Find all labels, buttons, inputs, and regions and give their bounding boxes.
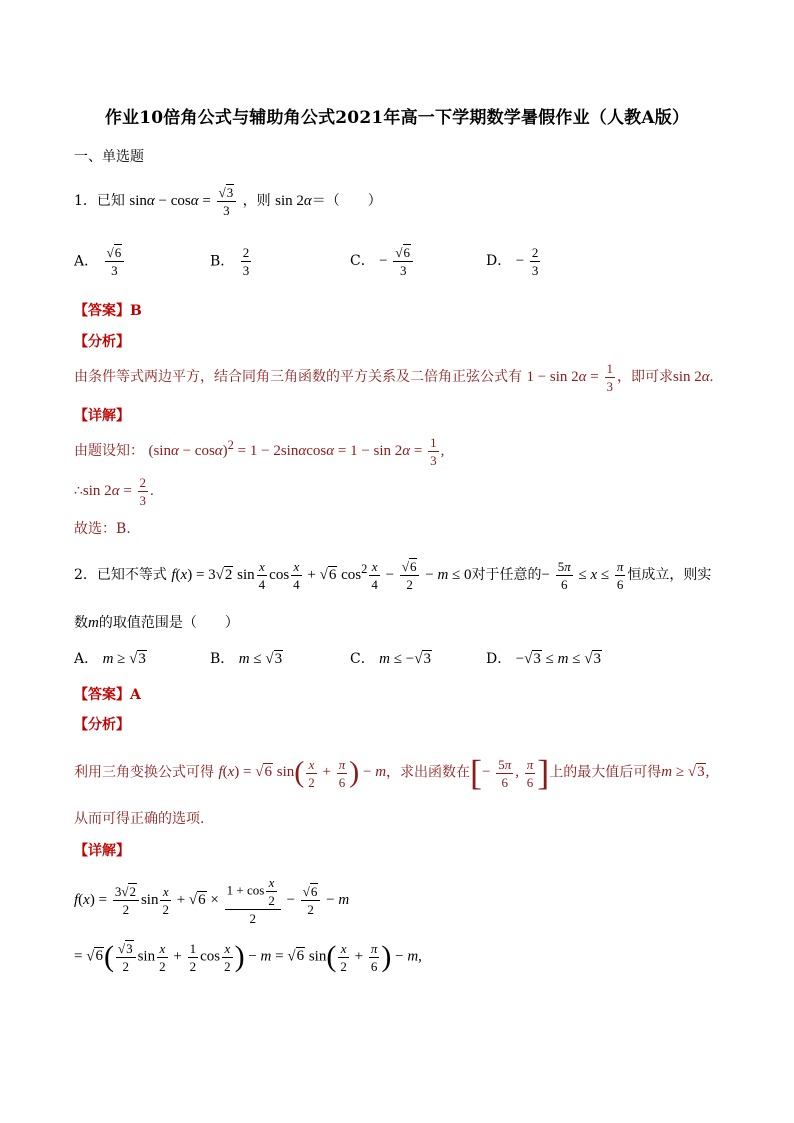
q1-analysis-target: sin 2α.	[673, 368, 714, 385]
q1-detail-result: sin 2α = $\frac{2}{3}$ .	[82, 475, 154, 508]
q2-prefix: 2．已知不等式	[74, 566, 167, 583]
q2-range: − $\frac{5\pi}{6}$ ≤ x ≤ $\frac{\pi}{6}$	[541, 559, 624, 592]
q1-option-c-value: − $\frac{√6}{3}$	[379, 253, 415, 269]
q2-mid: 对于任意的	[471, 566, 542, 583]
q1-option-a	[74, 246, 126, 277]
q2-option-b	[210, 648, 283, 668]
question-1-stem	[74, 186, 382, 217]
page-title: 作业10倍角公式与辅助角公式2021年高一下学期数学暑假作业（人教A版）	[104, 108, 690, 128]
section-heading: 一、单选题	[74, 149, 144, 165]
question-2-stem-line1	[74, 560, 711, 591]
q1-analysis-label: 【分析】	[74, 334, 130, 350]
q1-option-b	[210, 246, 253, 277]
q1-detail-label: 【详解】	[74, 408, 130, 424]
q2-detail-label: 【详解】	[74, 843, 130, 859]
q2-detail-line1: f(x) = $\frac{3√2}{2}$ sin $\frac{x}{2}$ + √6 × 1 + cos $\frac{x}{2}$ 2 − $\frac{√6}{2}$ − m	[74, 875, 350, 926]
q2-inequality: f(x) = 3√2 sin $\frac{x}{4}$ cos $\frac{x}{4}$ + √6 $\cos^2$ $\frac{x}{4}$ − $\frac{√6}{2}$ − m ≤ 0	[171, 559, 472, 592]
q2-line2-prefix: 数	[74, 615, 88, 631]
q1-option-b-value: $\frac{2}{3}$	[242, 245, 250, 278]
q2-answer-label: 【答案】	[74, 687, 130, 703]
q1-option-a-value: $\frac{√6}{3}$	[105, 246, 125, 277]
q2-option-c-value: m ≤ −√3	[379, 651, 431, 667]
q2-analysis-label: 【分析】	[74, 717, 130, 733]
question-2-stem-line2	[74, 612, 239, 632]
q2-option-d-value: −√3 ≤ m ≤ √3	[515, 651, 601, 667]
q1-detail-formula: $(\sin\alpha - \cos\alpha)^2 = 1 - 2\sin\alpha\cos\alpha = 1 - \sin 2\alpha$ = $\frac{1}{3}$ ,	[148, 435, 445, 468]
q2-answer-value: A	[130, 687, 141, 703]
q1-option-c-label: C．	[350, 252, 375, 269]
q1-answer	[74, 300, 142, 320]
q1-condition: sinα − cosα = $\frac{√3}{3}$	[129, 193, 238, 209]
q2-analysis-interval: [− $\frac{5\pi}{6}$ , $\frac{\pi}{6}$ ]	[470, 753, 550, 793]
q2-variable-m: m	[88, 615, 99, 631]
q1-suffix: ＝（ ）	[311, 192, 382, 209]
q2-option-b-value: m ≤ √3	[238, 651, 283, 667]
q2-analysis-text: 利用三角变换公式可得	[74, 764, 214, 781]
q1-detail-line2	[74, 476, 154, 507]
q1-choose: 故选：B.	[74, 521, 131, 537]
q2-detail-line2: = √6( $\frac{√3}{2}$ sin $\frac{x}{2}$ + $\frac{1}{2}$ cos $\frac{x}{2}$ ) − m = √6 sin( $\frac{x}{2}$ + $\frac{\pi}{6}$ ) − m,	[74, 940, 422, 974]
q2-option-d	[486, 648, 602, 668]
q2-option-a-value: m ≥ √3	[102, 651, 146, 667]
q1-analysis-formula: 1 − sin 2α = $\frac{1}{3}$	[526, 361, 614, 394]
q1-answer-value: B	[130, 303, 142, 319]
q2-option-c-label: C．	[350, 651, 375, 667]
q2-line2-end: 的取值范围是（ ）	[98, 615, 239, 631]
q1-mid: ，则	[242, 192, 271, 209]
q2-option-c	[350, 648, 432, 668]
q1-option-a-label: A．	[74, 253, 99, 270]
q1-detail-intro: 由题设知：	[74, 442, 144, 459]
q2-option-d-label: D．	[486, 651, 512, 667]
q1-therefore: ∴	[74, 482, 83, 499]
q1-analysis-end: ，即可求	[617, 368, 674, 385]
q1-prefix: 1．已知	[74, 192, 125, 209]
q1-option-d-label: D．	[486, 252, 512, 269]
q2-analysis-line2: 从而可得正确的选项.	[74, 811, 205, 827]
q1-option-c	[350, 246, 415, 277]
q2-analysis-mid: ，求出函数在	[386, 764, 471, 781]
q2-option-a-label: A．	[74, 651, 99, 667]
q2-stem-end: 恒成立，则实	[627, 566, 712, 583]
q1-option-b-label: B．	[210, 253, 235, 270]
q2-analysis-formula: f(x) = √6 sin( $\frac{x}{2}$ + $\frac{\pi}{6}$ ) − m	[218, 756, 387, 790]
q1-option-d	[486, 246, 542, 277]
q2-answer	[74, 684, 141, 704]
q2-analysis-line1	[74, 752, 709, 794]
q1-answer-label: 【答案】	[74, 303, 130, 319]
q2-analysis-result: m ≥ √3,	[661, 764, 710, 781]
q1-analysis	[74, 362, 713, 393]
q2-analysis-mid2: 上的最大值后可得	[549, 764, 662, 781]
q2-option-a	[74, 648, 147, 668]
q1-detail-line1	[74, 436, 444, 467]
q1-option-d-value: − $\frac{2}{3}$	[515, 245, 539, 278]
q1-analysis-text: 由条件等式两边平方，结合同角三角函数的平方关系及二倍角正弦公式有	[74, 368, 522, 385]
q1-target: sin 2α	[275, 192, 312, 209]
q2-option-b-label: B．	[210, 651, 235, 667]
